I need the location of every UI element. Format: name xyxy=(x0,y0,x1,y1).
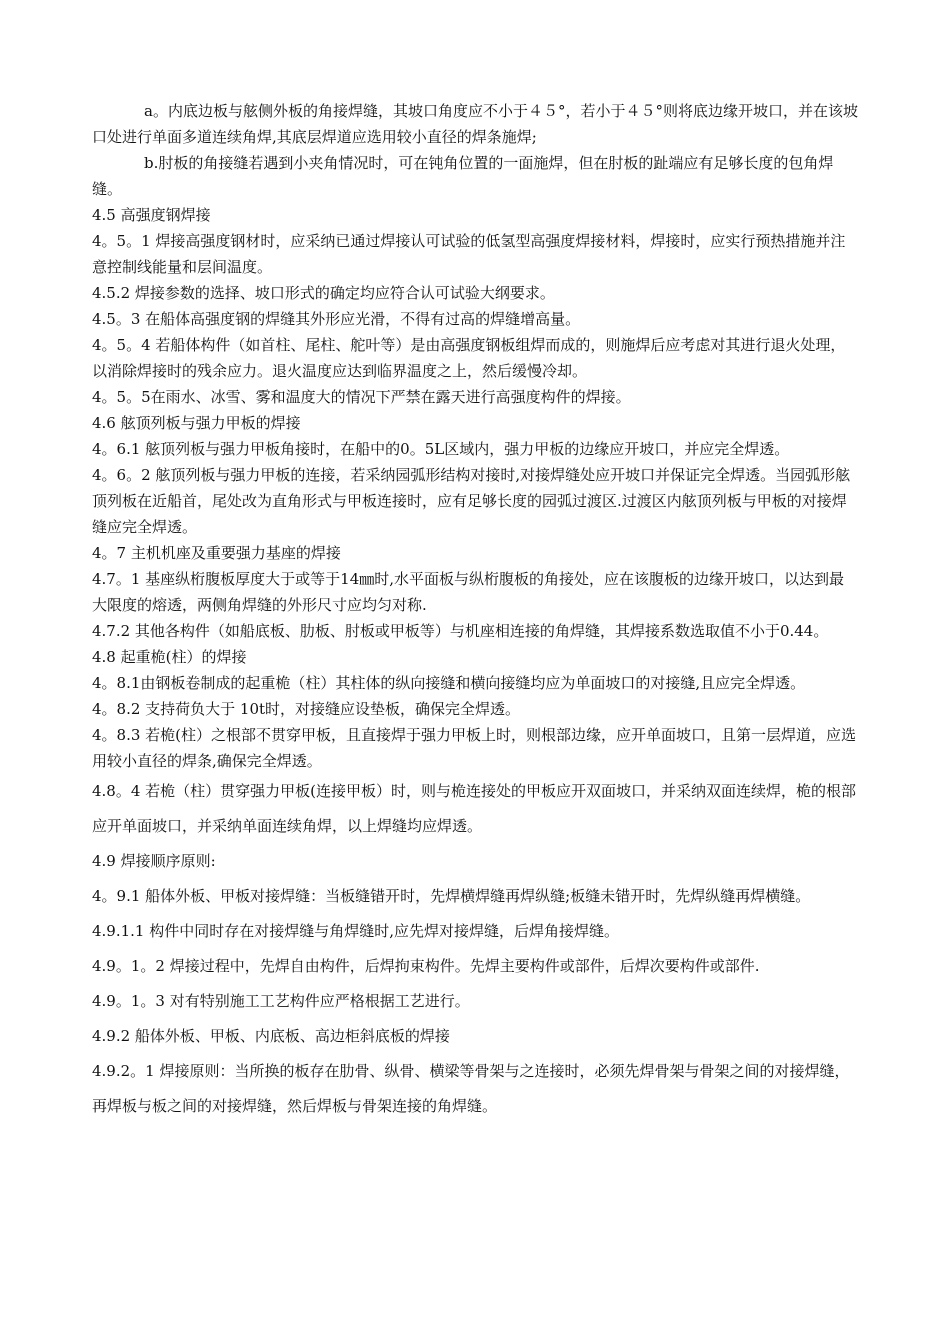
clause-4-6-1: 4。6.1 舷顶列板与强力甲板角接时，在船中的0。5L区域内，强力甲板的边缘应开坡口，并应完全焊透。 xyxy=(92,440,790,458)
clause-4-5-3: 4.5。3 在船体高强度钢的焊缝其外形应光滑，不得有过高的焊缝增高量。 xyxy=(92,310,581,328)
clause-4-5-2: 4.5.2 焊接参数的选择、坡口形式的确定均应符合认可试验大纲要求。 xyxy=(92,284,555,302)
clause-4-9-1-2: 4.9。1。2 焊接过程中，先焊自由构件，后焊拘束构件。先焊主要构件或部件，后焊次要构件或部件. xyxy=(92,957,760,975)
clause-4-7-1: 4.7。1 基座纵桁腹板厚度大于或等于14㎜时,水平面板与纵桁腹板的角接处，应在该腹板的边缘开坡口，以达到最大限度的熔透，两侧角焊缝的外形尺寸应均匀对称. xyxy=(92,570,845,614)
clause-4-9-1-1: 4.9.1.1 构件中同时存在对接焊缝与角焊缝时,应先焊对接焊缝，后焊角接焊缝。 xyxy=(92,922,620,940)
clause-4-8-4: 4.8。4 若桅（柱）贯穿强力甲板(连接甲板）时，则与桅连接处的甲板应开双面坡口，并采纳双面连续焊，桅的根部应开单面坡口，并采纳单面连续角焊，以上焊缝均应焊透。 xyxy=(92,782,857,835)
clause-4-6-2: 4。6。2 舷顶列板与强力甲板的连接，若采纳园弧形结构对接时,对接焊缝处应开坡口并保证完全焊透。当园弧形舷顶列板在近船首，尾处改为直角形式与甲板连接时，应有足够长度的园弧过渡区.过渡区内舷顶列板与甲板的对接焊缝应完全焊透。 xyxy=(92,466,851,536)
section-heading-4-7: 4。7 主机机座及重要强力基座的焊接 xyxy=(92,544,341,562)
clause-4-8-1: 4。8.1由钢板卷制成的起重桅（柱）其柱体的纵向接缝和横向接缝均应为单面坡口的对接缝,且应完全焊透。 xyxy=(92,674,806,692)
clause-4-5-5: 4。5。5在雨水、冰雪、雾和温度大的情况下严禁在露天进行高强度构件的焊接。 xyxy=(92,388,631,406)
section-heading-4-5: 4.5 高强度钢焊接 xyxy=(92,206,211,224)
clause-4-5-1: 4。5。1 焊接高强度钢材时，应采纳已通过焊接认可试验的低氢型高强度焊接材料，焊接时，应实行预热措施并注意控制线能量和层间温度。 xyxy=(92,232,846,276)
paragraph-a: a。内底边板与舷侧外板的角接焊缝，其坡口角度应不小于４５°，若小于４５°则将底边缘开坡口，并在该坡口处进行单面多道连续角焊,其底层焊道应选用较小直径的焊条施焊; xyxy=(92,102,858,146)
clause-4-8-2: 4。8.2 支持荷负大于 10t时，对接缝应设垫板，确保完全焊透。 xyxy=(92,700,521,718)
section-heading-4-6: 4.6 舷顶列板与强力甲板的焊接 xyxy=(92,414,301,432)
clause-4-9-1-3: 4.9。1。3 对有特别施工工艺构件应严格根据工艺进行。 xyxy=(92,992,470,1010)
clause-4-9-1: 4。9.1 船体外板、甲板对接焊缝：当板缝错开时，先焊横焊缝再焊纵缝;板缝未错开时，先焊纵缝再焊横缝。 xyxy=(92,887,811,905)
clause-4-5-4: 4。5。4 若船体构件（如首柱、尾柱、舵叶等）是由高强度钢板组焊而成的，则施焊后应考虑对其进行退火处理，以消除焊接时的残余应力。退火温度应达到临界温度之上，然后缓慢冷却。 xyxy=(92,336,846,380)
section-heading-4-8: 4.8 起重桅(柱）的焊接 xyxy=(92,648,247,666)
clause-4-8-3: 4。8.3 若桅(柱）之根部不贯穿甲板，且直接焊于强力甲板上时，则根部边缘，应开单面坡口，且第一层焊道，应选用较小直径的焊条,确保完全焊透。 xyxy=(92,726,857,770)
section-heading-4-9: 4.9 焊接顺序原则: xyxy=(92,852,216,870)
clause-4-7-2: 4.7.2 其他各构件（如船底板、肋板、肘板或甲板等）与机座相连接的角焊缝，其焊接系数选取值不小于0.44。 xyxy=(92,622,829,640)
section-heading-4-9-2: 4.9.2 船体外板、甲板、内底板、高边柜斜底板的焊接 xyxy=(92,1027,450,1045)
clause-4-9-2-1: 4.9.2。1 焊接原则：当所换的板存在肋骨、纵骨、横梁等骨架与之连接时，必须先焊骨架与骨架之间的对接焊缝，再焊板与板之间的对接焊缝，然后焊板与骨架连接的角焊缝。 xyxy=(92,1062,850,1115)
paragraph-b: b.肘板的角接缝若遇到小夹角情况时，可在钝角位置的一面施焊，但在肘板的趾端应有足够长度的包角焊缝。 xyxy=(92,154,834,198)
